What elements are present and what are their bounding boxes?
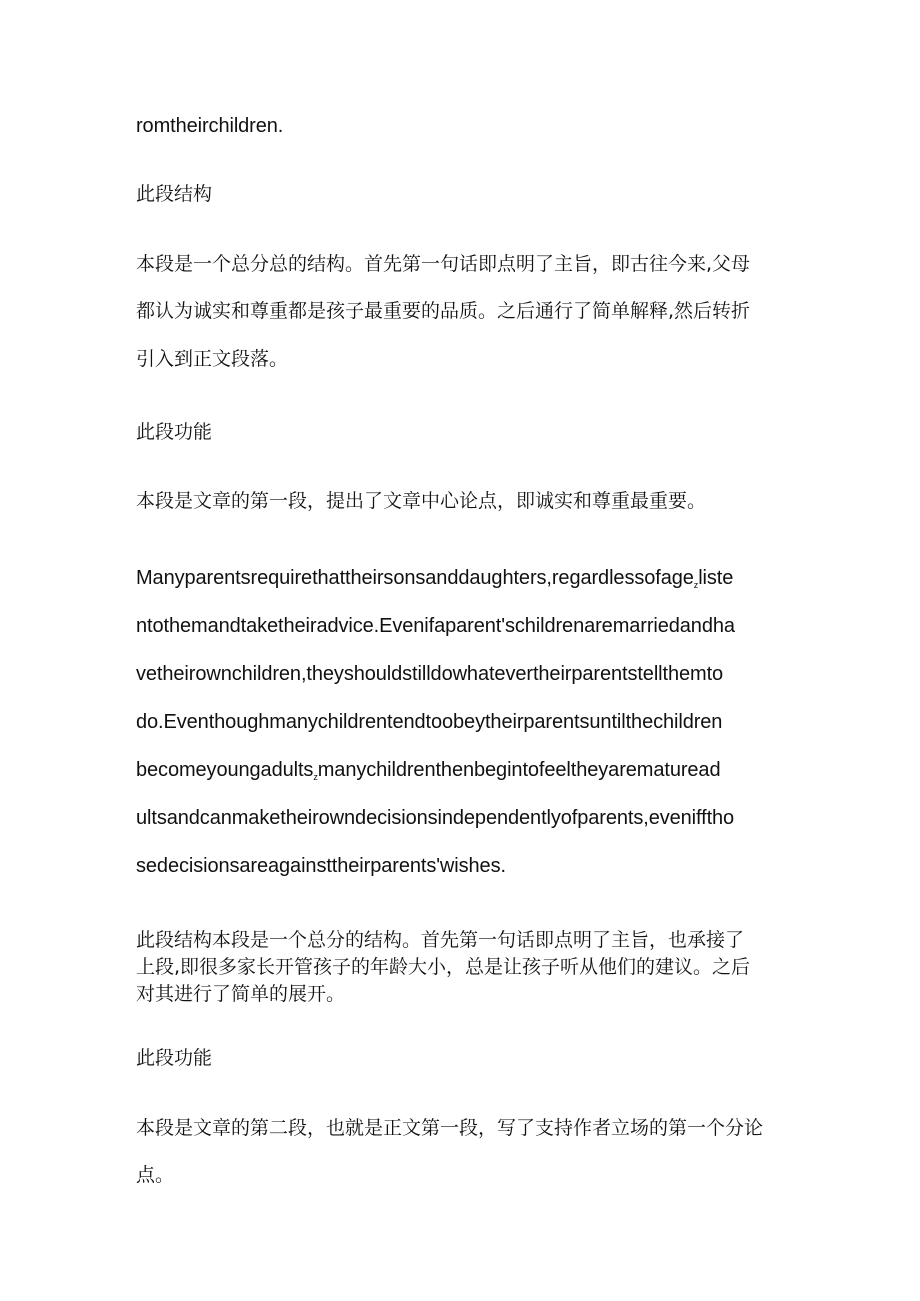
english-paragraph-line-6: ultsandcanmaketheirowndecisionsindependentlyofparents,evenifftho [136,807,735,829]
section2-structure-line-1: 此段结构本段是一个总分的结构。首先第一句话即点明了主旨，也承接了 [136,929,745,951]
section1-function-line: 本段是文章的第一段，提出了文章中心论点，即诚实和尊重最重要。 [136,490,707,512]
section2-function-line-2: 点。 [136,1164,175,1186]
english-paragraph-line-1 [136,566,796,597]
english-line-5-part-a: becomeyoungadults [136,759,314,781]
english-paragraph-line-2: ntothemandtaketheiradvice.Evenifaparent'schildrenaremarriedandha [136,615,735,637]
english-paragraph-line-3: vetheirownchildren,theyshouldstilldowhatevertheirparentstellthemto [136,663,724,685]
english-line-1-part-a: Manyparentsrequirethattheirsonsanddaughters,regardlessofage [136,567,694,589]
section2-function-heading: 此段功能 [136,1047,213,1069]
section1-structure-line-2: 都认为诚实和尊重都是孩子最重要的品质。之后通行了简单解释,然后转折 [136,300,751,322]
intro-tail-text: romtheirchildren. [136,115,284,137]
english-line-5-part-b: manychildrenthenbegintofeeltheyarematuread [317,759,721,781]
english-paragraph-line-7: sedecisionsareagainsttheirparents'wishes. [136,855,506,877]
section1-function-heading: 此段功能 [136,421,213,443]
english-paragraph-line-4: do.Eventhoughmanychildrentendtoobeytheirparentsuntilthechildren [136,711,723,733]
section2-function-line-1: 本段是文章的第二段，也就是正文第一段，写了支持作者立场的第一个分论 [136,1117,764,1139]
english-line-1-subscript: z [693,580,699,590]
section1-structure-heading: 此段结构 [136,183,213,205]
english-line-1-part-b: liste [698,567,734,589]
section2-structure-line-3: 对其进行了简单的展开。 [136,983,346,1005]
section1-structure-line-3: 引入到正文段落。 [136,348,289,370]
section1-structure-line-1: 本段是一个总分总的结构。首先第一句话即点明了主旨，即古往今来,父母 [136,253,751,275]
english-line-5-subscript: z [313,772,318,782]
section2-structure-line-2: 上段,即很多家长开管孩子的年龄大小，总是让孩子听从他们的建议。之后 [136,956,751,978]
english-paragraph-line-5 [136,758,796,789]
